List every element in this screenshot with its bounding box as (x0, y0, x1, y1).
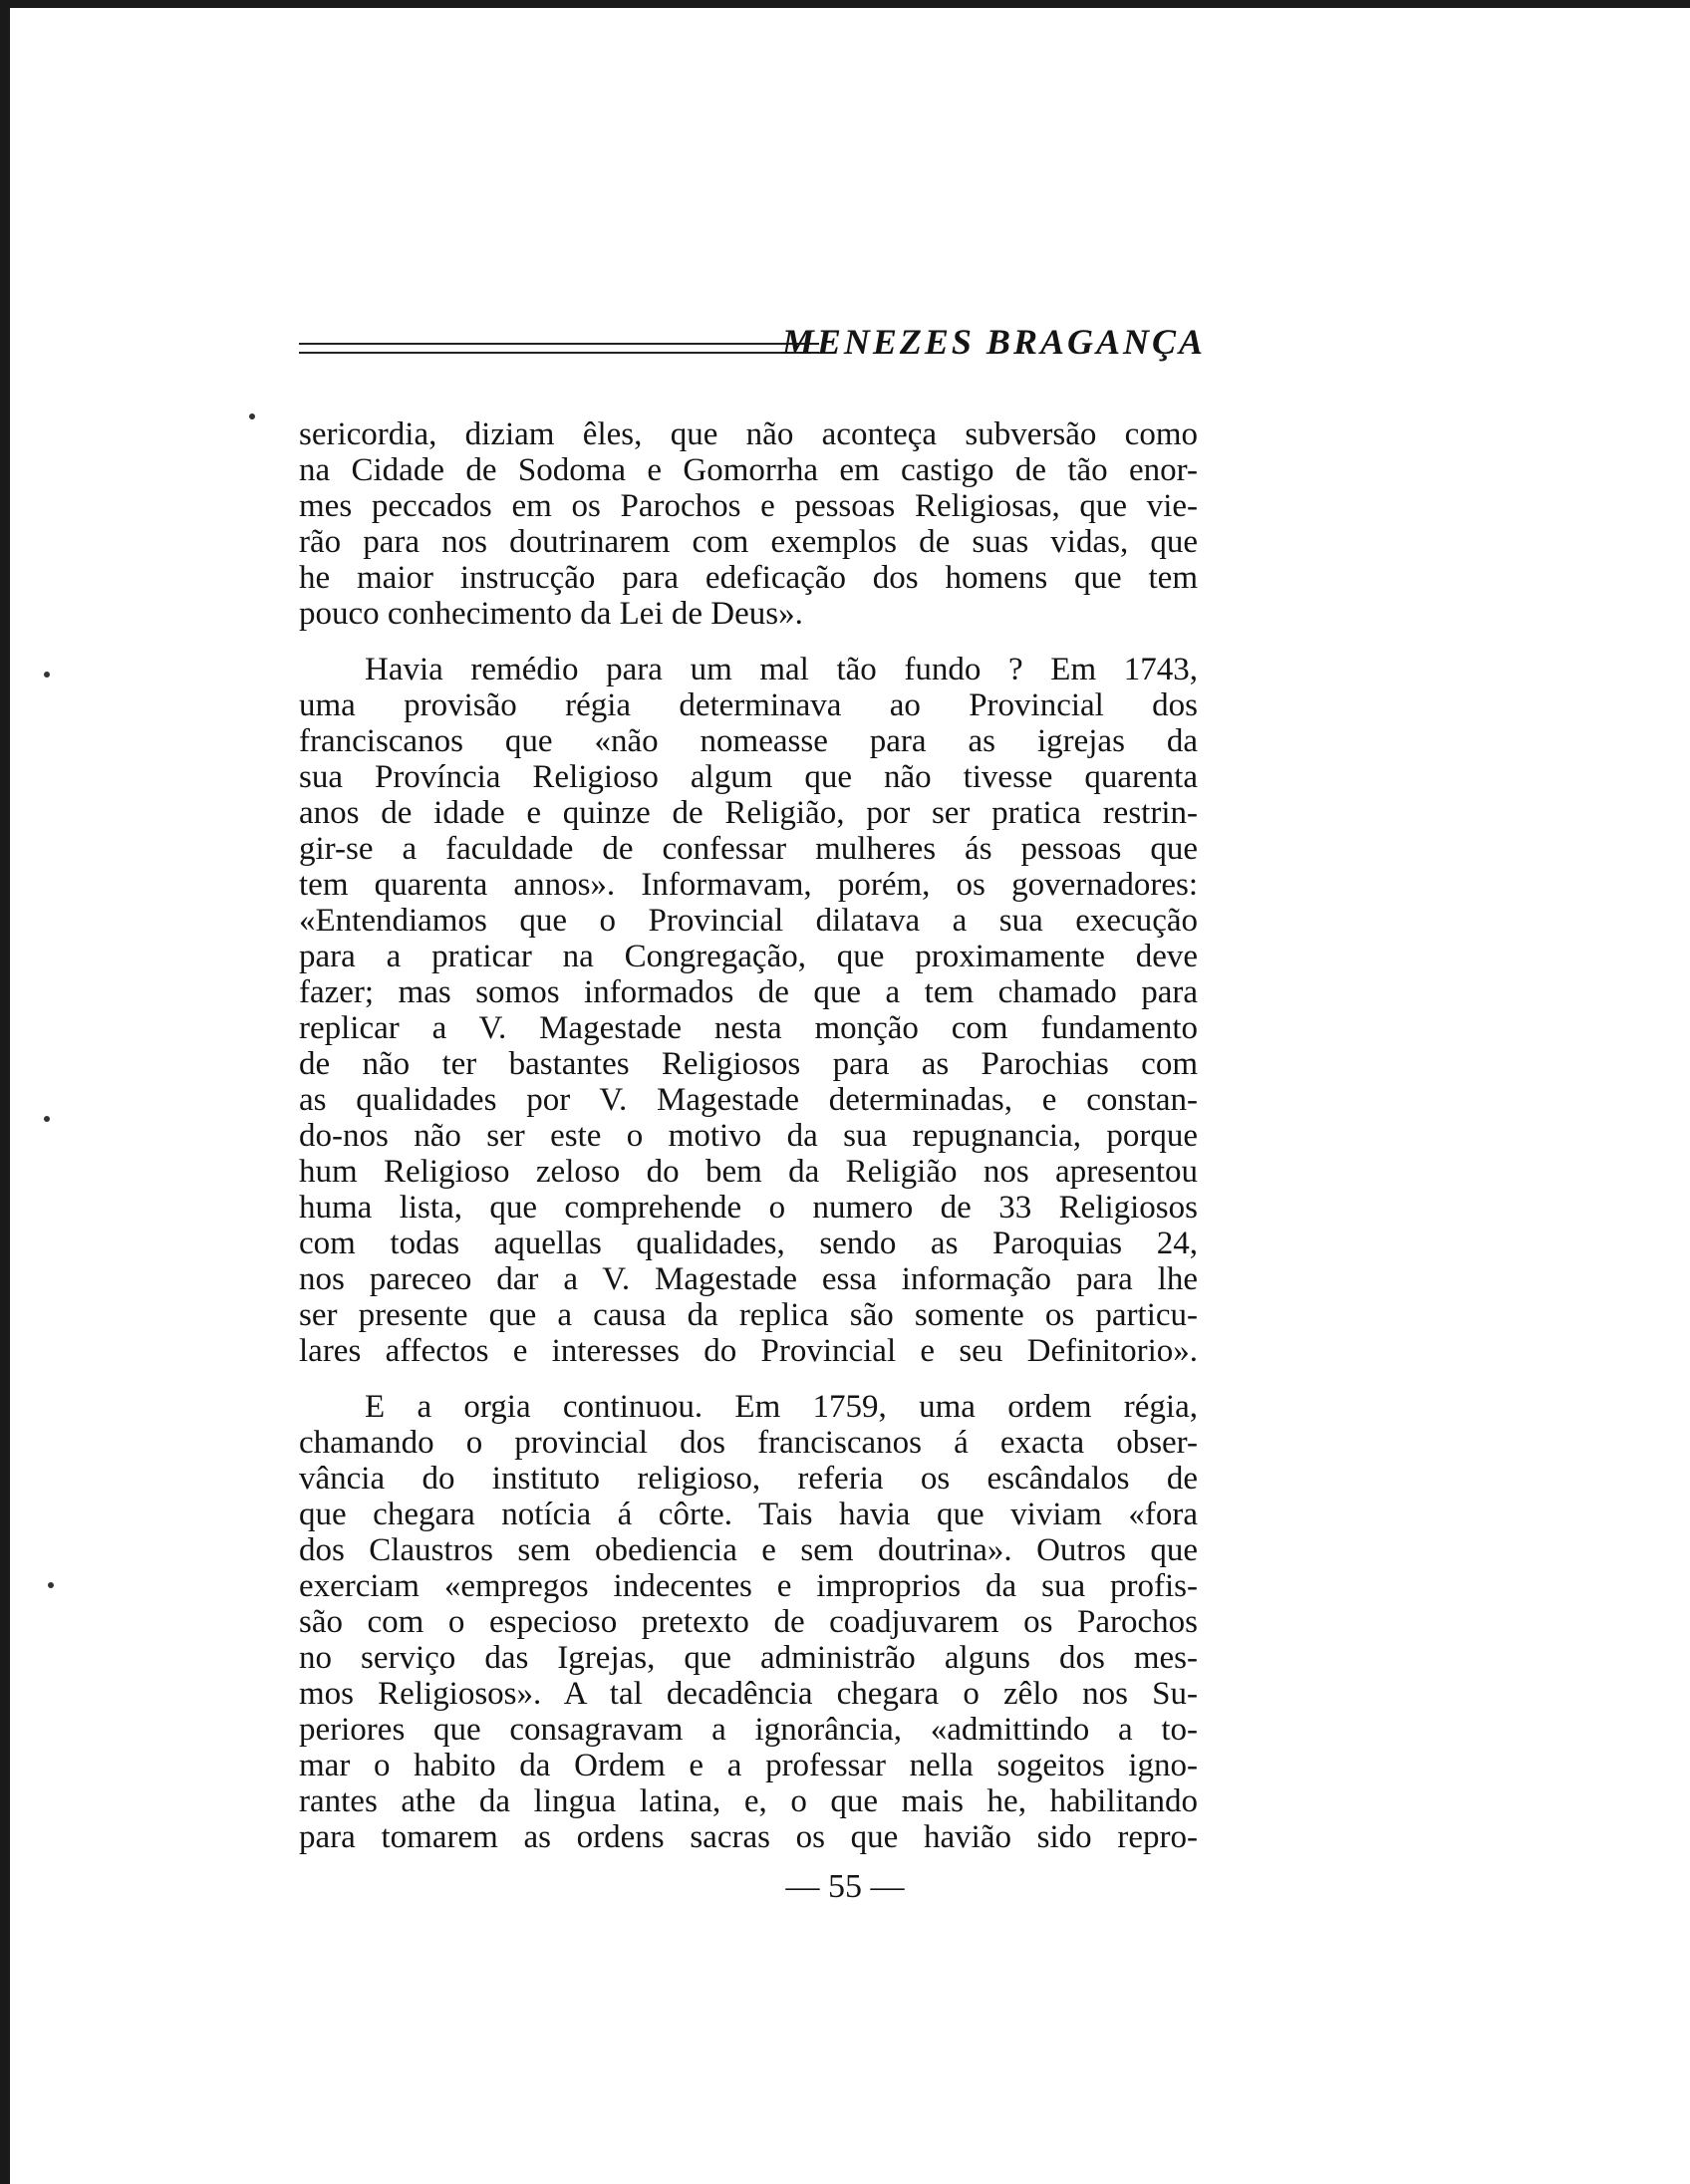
page-number: — 55 — (785, 1868, 905, 1905)
text-line: sua Província Religioso algum que não tivesse quarenta (299, 759, 1198, 795)
text-line: de não ter bastantes Religiosos para as Parochias com (299, 1046, 1198, 1082)
text-line: hum Religioso zeloso do bem da Religião nos apresentou (299, 1154, 1198, 1190)
scan-speck (249, 413, 255, 419)
text-line: anos de idade e quinze de Religião, por ser pratica restrin- (299, 795, 1198, 831)
text-line: tem quarenta annos». Informavam, porém, os governadores: (299, 867, 1198, 903)
text-line: que chegara notícia á côrte. Tais havia que viviam «fora (299, 1497, 1198, 1532)
text-line: para a praticar na Congregação, que proximamente deve (299, 939, 1198, 974)
scan-speck (44, 672, 50, 678)
text-line: huma lista, que comprehende o numero de 33 Religiosos (299, 1190, 1198, 1226)
text-line: mar o habito da Ordem e a professar nella sogeitos igno- (299, 1748, 1198, 1783)
text-line: dos Claustros sem obediencia e sem doutrina». Outros que (299, 1532, 1198, 1568)
text-line: são com o especioso pretexto de coadjuvarem os Parochos (299, 1604, 1198, 1640)
scan-speck (48, 1582, 54, 1588)
text-line: uma provisão régia determinava ao Provincial dos (299, 687, 1198, 723)
text-line: fazer; mas somos informados de que a tem chamado para (299, 974, 1198, 1010)
text-line: rantes athe da lingua latina, e, o que mais he, habilitando (299, 1783, 1198, 1819)
text-line: na Cidade de Sodoma e Gomorrha em castigo de tão enor- (299, 452, 1198, 488)
paragraph (299, 1389, 1198, 1855)
text-line: para tomarem as ordens sacras os que havião sido repro- (299, 1819, 1198, 1855)
running-header-title: MENEZES BRAGANÇA (781, 322, 1206, 362)
paragraph (299, 652, 1198, 1369)
text-line: do-nos não ser este o motivo da sua repugnancia, porque (299, 1118, 1198, 1154)
text-line: exerciam «empregos indecentes e improprios da sua profis- (299, 1568, 1198, 1604)
paragraph-gap (299, 1369, 1198, 1389)
text-line: E a orgia continuou. Em 1759, uma ordem régia, (365, 1389, 1198, 1425)
text-line: mes peccados em os Parochos e pessoas Religiosas, que vie- (299, 488, 1198, 524)
text-line: periores que consagravam a ignorância, «admittindo a to- (299, 1712, 1198, 1748)
text-line: ser presente que a causa da replica são somente os particu- (299, 1297, 1198, 1333)
text-line: vância do instituto religioso, referia os escândalos de (299, 1461, 1198, 1497)
scan-speck (44, 1116, 50, 1122)
header-double-rule (299, 343, 819, 354)
text-line: he maior instrucção para edeficação dos homens que tem (299, 560, 1198, 596)
text-line: «Entendiamos que o Provincial dilatava a sua execução (299, 903, 1198, 939)
text-line: Havia remédio para um mal tão fundo ? Em 1743, (365, 652, 1198, 687)
paragraph (299, 416, 1198, 632)
text-line: no serviço das Igrejas, que administrão alguns dos mes- (299, 1640, 1198, 1676)
text-line: replicar a V. Magestade nesta monção com fundamento (299, 1010, 1198, 1046)
text-line: rão para nos doutrinarem com exemplos de suas vidas, que (299, 524, 1198, 560)
text-line: as qualidades por V. Magestade determinadas, e constan- (299, 1082, 1198, 1118)
running-header (299, 321, 1206, 371)
body-text (299, 416, 1198, 1855)
text-line: gir-se a faculdade de confessar mulheres ás pessoas que (299, 831, 1198, 867)
text-line: sericordia, diziam êles, que não aconteça subversão como (299, 416, 1198, 452)
text-line: pouco conhecimento da Lei de Deus». (299, 596, 803, 632)
scan-border-left (0, 0, 10, 2184)
scan-border-top (0, 0, 1690, 8)
text-line: mos Religiosos». A tal decadência chegara o zêlo nos Su- (299, 1676, 1198, 1712)
text-line: nos pareceo dar a V. Magestade essa informação para lhe (299, 1261, 1198, 1297)
text-line: com todas aquellas qualidades, sendo as Paroquias 24, (299, 1226, 1198, 1261)
text-line: lares affectos e interesses do Provincial e seu Definitorio». (299, 1333, 1198, 1369)
paragraph-gap (299, 632, 1198, 652)
text-line: chamando o provincial dos franciscanos á exacta obser- (299, 1425, 1198, 1461)
text-line: franciscanos que «não nomeasse para as igrejas da (299, 723, 1198, 759)
